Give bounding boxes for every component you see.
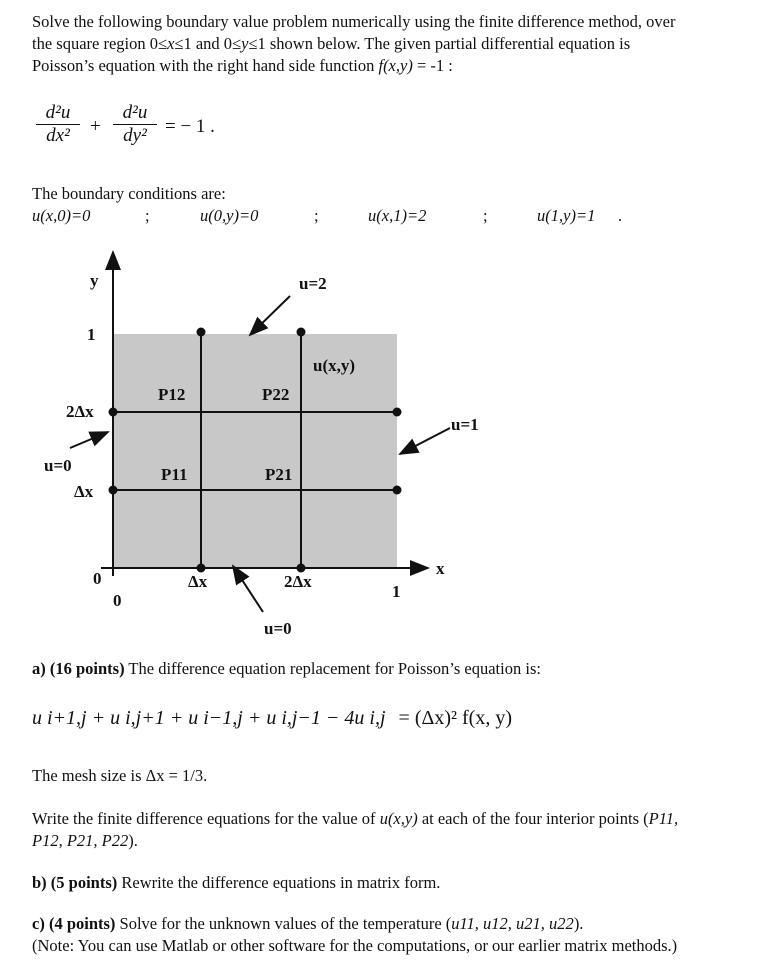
arrow-bottom (233, 566, 263, 612)
bc-1: u(x,0)=0 (32, 206, 91, 225)
arrow-left (70, 432, 108, 448)
point-p12: P12 (158, 385, 186, 404)
difference-equation: u i+1,j + u i,j+1 + u i−1,j + u i,j−1 − 4u i,j = (Δx)² f(x, y) (32, 707, 512, 729)
pde-plus: + (90, 116, 101, 137)
bc-4: u(1,y)=1 (537, 206, 596, 225)
bc-heading: The boundary conditions are: (32, 184, 226, 203)
intro-line-3: Poisson’s equation with the right hand side function f(x,y) = -1 : (32, 56, 453, 75)
intro-line-2: the square region 0≤x≤1 and 0≤y≤1 shown below. The given partial differential equation is (32, 34, 631, 53)
x-tick-1: 1 (392, 582, 401, 601)
x-origin: 0 (113, 591, 122, 610)
bc-sep-2: ; (314, 206, 319, 225)
intro-line-1: Solve the following boundary value problem numerically using the finite difference method, over (32, 12, 676, 31)
point-p21: P21 (265, 465, 293, 484)
node-top-2 (297, 328, 306, 337)
node-right-2 (393, 408, 402, 417)
grid-diagram (0, 240, 783, 640)
y-tick-2dx: 2Δx (66, 402, 94, 421)
node-left-2 (109, 408, 118, 417)
bc-2: u(0,y)=0 (200, 206, 259, 225)
point-p11: P11 (161, 465, 188, 484)
x-tick-2dx: 2Δx (284, 572, 312, 591)
right-bc-label: u=1 (451, 415, 479, 434)
bc-sep-1: ; (145, 206, 150, 225)
part-a-heading: a) (16 points) The difference equation replacement for Poisson’s equation is: (32, 659, 541, 678)
arrow-top (250, 296, 290, 335)
mesh-size: The mesh size is Δx = 1/3. (32, 766, 208, 785)
y-origin: 0 (93, 569, 102, 588)
top-bc-label: u=2 (299, 274, 327, 293)
y-axis-label: y (90, 271, 99, 290)
bc-end: . (618, 206, 623, 225)
node-left-1 (109, 486, 118, 495)
field-label: u(x,y) (313, 356, 356, 375)
part-c-note: (Note: You can use Matlab or other software for the computations, or our earlier matrix methods.) (32, 936, 678, 955)
y-tick-1: 1 (87, 325, 96, 344)
x-tick-dx: Δx (188, 572, 208, 591)
pde-term-2: $\frac{\text{d²u}}{\text{dy²}}$ (113, 102, 157, 147)
write-equations-line-1: Write the finite difference equations for the value of u(x,y) at each of the four interior points (P11, (32, 809, 679, 828)
bc-3: u(x,1)=2 (368, 206, 427, 225)
y-tick-dx: Δx (74, 482, 94, 501)
part-b: b) (5 points) Rewrite the difference equations in matrix form. (32, 873, 441, 892)
arrow-right (400, 428, 450, 454)
bc-sep-3: ; (483, 206, 488, 225)
bottom-bc-label: u=0 (264, 619, 292, 638)
x-axis-label: x (436, 559, 445, 578)
node-right-1 (393, 486, 402, 495)
write-equations-line-2: P12, P21, P22). (32, 831, 138, 850)
part-c: c) (4 points) Solve for the unknown values of the temperature (u11, u12, u21, u22). (32, 914, 584, 933)
pde-rhs: = − 1 . (165, 116, 215, 137)
point-p22: P22 (262, 385, 290, 404)
left-bc-label: u=0 (44, 456, 72, 475)
node-top-1 (197, 328, 206, 337)
pde-term-1: $\frac{\text{d²u}}{\text{dx²}}$ (36, 102, 80, 147)
